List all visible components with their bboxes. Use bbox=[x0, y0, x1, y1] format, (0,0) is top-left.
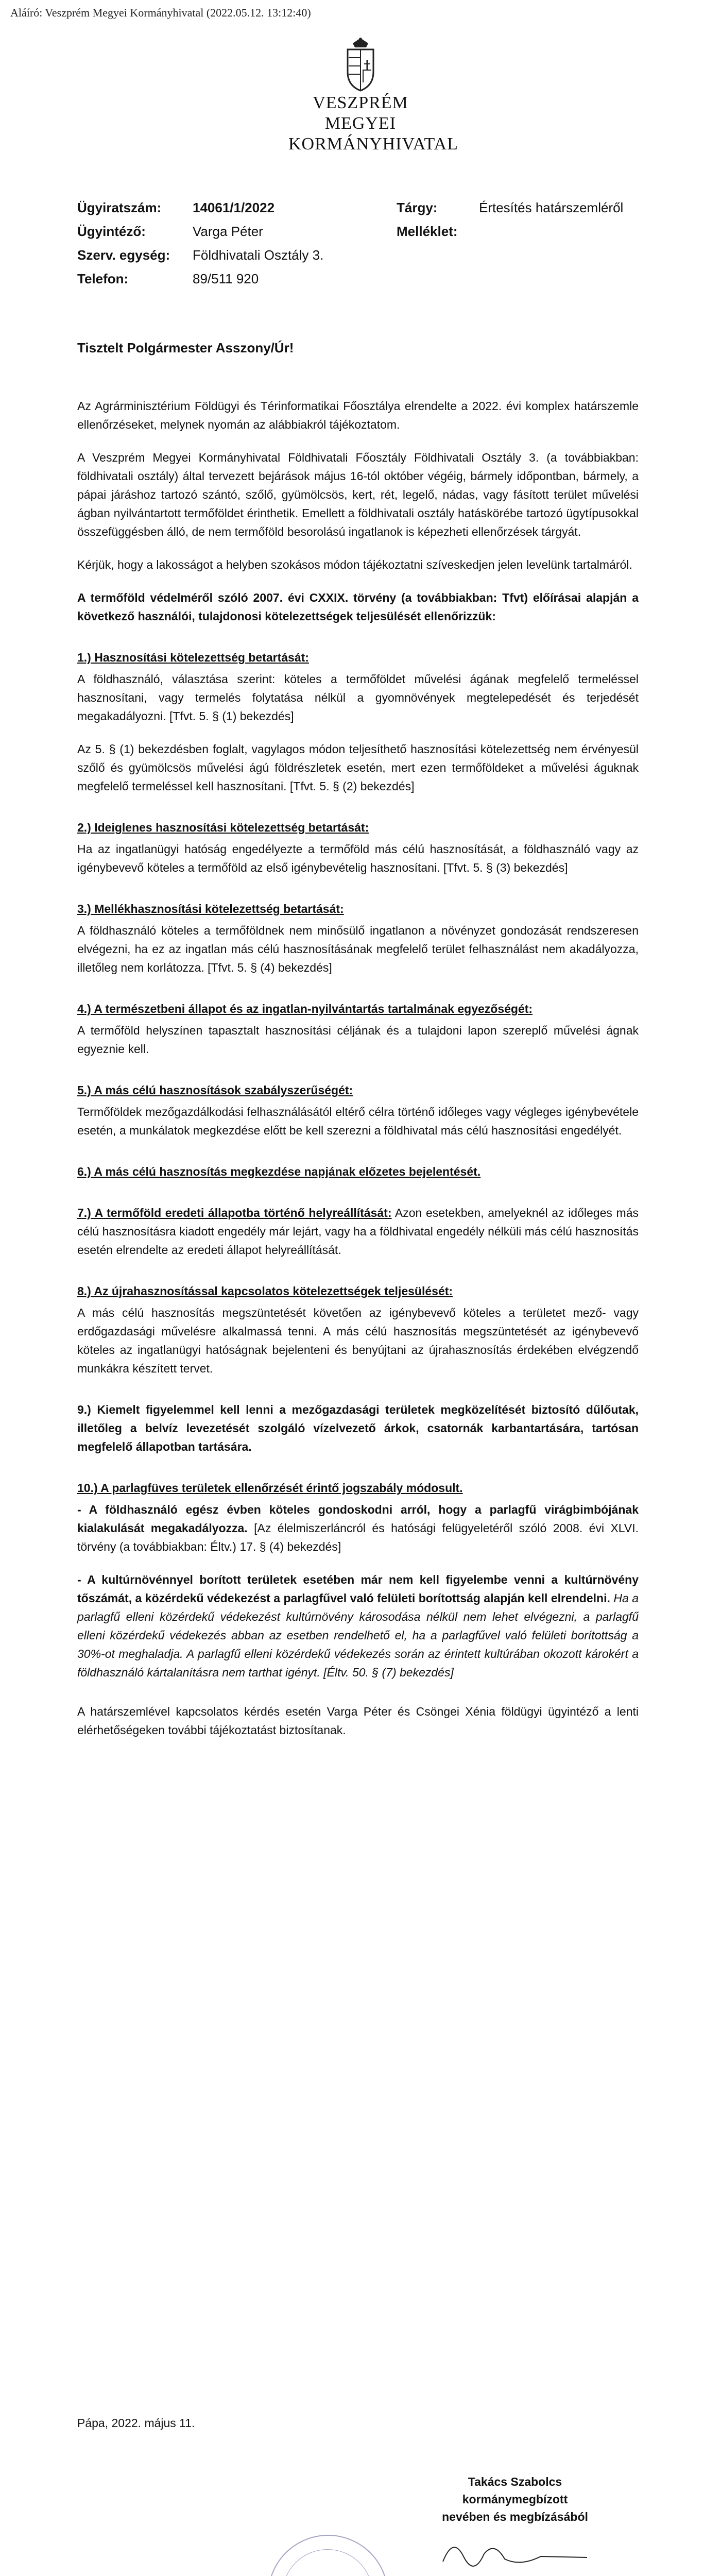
file-number-label: Ügyiratszám: bbox=[77, 200, 162, 215]
section-9: 9.) Kiemelt figyelemmel kell lenni a mezőgazdasági területek megközelítését biztosító dűlőutak, illetőleg a belvíz levezetését szolgáló vízelvezető árkok, csatornák karbantartására, tartósan megfelelő állapotban tartására. bbox=[77, 1403, 639, 1453]
section-2-title: 2.) Ideiglenes hasznosítási kötelezettség betartását: bbox=[77, 821, 369, 834]
signatory-name: Takács Szabolcs bbox=[468, 2475, 562, 2488]
section-5-text: Termőföldek mezőgazdálkodási felhasználásától eltérő célra történő időleges vagy végleges igénybevétele esetén, a munkálatok megkezdése előtt be kell szerezni a földhivatal más célú hasznosítási engedélyét. bbox=[77, 1105, 639, 1137]
section-8-text: A más célú hasznosítás megszüntetését követően az igénybevevő köteles a területet mező- vagy erdőgazdasági művelésre alkalmassá tenni. A más célú hasznosítás megszüntetését az igénybevevő köteles az ingatlanügyi hatóságnak bejelenteni és benyújtani az újrahasznosítás érdekében elvégzendő munkákra készített tervet. bbox=[77, 1306, 639, 1375]
section-7-text: Azon esetekben, amelyeknél az időleges más célú hasznosításra kiadott engedély már lejárt, vagy ha a földhivatal engedély nélküli más célú hasznosítás esetén elrendelte az eredeti állapot helyreállítását. bbox=[77, 1206, 639, 1257]
section-6-title: 6.) A más célú hasznosítás megkezdése napjának előzetes bejelentését. bbox=[77, 1165, 481, 1178]
office-logo bbox=[288, 36, 458, 155]
section-7 bbox=[77, 1204, 639, 1259]
paragraph-request: Kérjük, hogy a lakosságot a helyben szokásos módon tájékoztatni szíveskedjen jelen levelünk tartalmáról. bbox=[77, 558, 632, 571]
section-8-title: 8.) Az újrahasznosítással kapcsolatos kötelezettségek teljesülését: bbox=[77, 1284, 453, 1298]
subject: Értesítés határszemléről bbox=[479, 200, 624, 215]
section-5-title: 5.) A más célú hasznosítások szabályszerűségét: bbox=[77, 1083, 353, 1097]
subject-label: Tárgy: bbox=[397, 200, 438, 215]
section-10-text-1-rest: [Az élelmiszerláncról és hatósági felügyeletéről szóló 2008. évi XLVI. törvény (a továbbiakban: Éltv.) 17. § (4) bekezdés] bbox=[77, 1521, 639, 1553]
section-3-title: 3.) Mellékhasznosítási kötelezettség betartását: bbox=[77, 902, 344, 916]
section-7-title: 7.) A termőföld eredeti állapotba történő helyreállítását: bbox=[77, 1206, 392, 1219]
section-10-text-1 bbox=[77, 1500, 639, 1556]
section-10-text-2 bbox=[77, 1570, 639, 1682]
clerk: Varga Péter bbox=[193, 224, 263, 239]
unit: Földhivatali Osztály 3. bbox=[193, 247, 324, 263]
closing-paragraph: A határszemlével kapcsolatos kérdés esetén Varga Péter és Csöngei Xénia földügyi ügyintéző a lenti elérhetőségeken további tájékoztatást biztosítanak. bbox=[77, 1705, 639, 1737]
paragraph-inspections: A Veszprém Megyei Kormányhivatal Földhivatali Főosztály Földhivatali Osztály 3. (a továbbiakban: földhivatali osztály) által tervezett bejárások május 16-tól október végéig, bármely időpontban, bármely, a pápai járáshoz tartozó szántó, szőlő, gyümölcsös, kert, rét, legelő, nádas, vagy fásított terület művelési ágban nyilvántartott termőföldet érinthetik. Emellett a földhivatali osztály hatáskörébe tartozó ügytípusokkal összefüggésben álló, de nem termőföld besorolású ingatlanok is képezheti ellenőrzések tárgyát. bbox=[77, 451, 639, 538]
letter-body bbox=[77, 397, 639, 1754]
handwritten-signature-icon bbox=[391, 2526, 639, 2576]
signature-block bbox=[391, 2473, 639, 2576]
signatory-behalf: nevében és megbízásából bbox=[442, 2510, 588, 2523]
official-stamp-icon bbox=[268, 2535, 388, 2576]
paragraph-intro: Az Agrárminisztérium Földügyi és Térinformatikai Főosztálya elrendelte a 2022. évi komplex határszemle ellenőrzéseket, melynek nyomán az alábbiakról tájékoztatom. bbox=[77, 399, 639, 431]
section-4-title: 4.) A természetbeni állapot és az ingatlan-nyilvántartás tartalmának egyezőségét: bbox=[77, 1002, 533, 1015]
logo-line-1: VESZPRÉM MEGYEI bbox=[313, 93, 408, 133]
clerk-label: Ügyintéző: bbox=[77, 224, 146, 239]
section-1-title: 1.) Hasznosítási kötelezettség betartását: bbox=[77, 651, 309, 664]
section-10-text-1-bold: - A földhasználó egész évben köteles gondoskodni arról, hogy a parlagfű virágbimbójának kialakulását megakadályozza. bbox=[77, 1503, 639, 1535]
section-2-text: Ha az ingatlanügyi hatóság engedélyezte a termőföld más célú hasznosítását, a földhasználó vagy az igénybevevő köteles a termőföld az első igénybevételig hasznosítani. [Tfvt. 5. § (3) bekezdés] bbox=[77, 842, 639, 874]
section-10-text-2-bold: - A kultúrnövénnyel borított területek esetében már nem kell figyelembe venni a kultúrnövény tőszámát, a közérdekű védekezést a parlagfűvel való felületi borítottság alapján kell elrendelni. bbox=[77, 1573, 639, 1605]
letter-date: Pápa, 2022. május 11. bbox=[77, 2416, 195, 2430]
section-1-text-2: Az 5. § (1) bekezdésben foglalt, vagylagos módon teljesíthető hasznosítási kötelezettség nem érvényesül szőlő és gyümölcsös művelési ágú földrészletek esetén, mert ezen termőföldeket a művelési águknak megfelelő termeléssel kell hasznosítani. [Tfvt. 5. § (2) bekezdés] bbox=[77, 742, 639, 793]
logo-line-2: KORMÁNYHIVATAL bbox=[288, 134, 458, 154]
attachment-label: Melléklet: bbox=[397, 224, 458, 239]
phone: 89/511 920 bbox=[193, 271, 259, 286]
section-10-title: 10.) A parlagfüves területek ellenőrzését érintő jogszabály módosult. bbox=[77, 1481, 463, 1495]
electronic-signer-line: Aláíró: Veszprém Megyei Kormányhivatal (2022.05.12. 13:12:40) bbox=[10, 6, 311, 19]
signatory-role: kormánymegbízott bbox=[462, 2493, 568, 2506]
section-3-text: A földhasználó köteles a termőföldnek nem minősülő ingatlanon a növényzet gondozását rendszeresen elvégezni, ha ez az ingatlan más célú hasznosításának megfelelő terület felhasználást nem akadályozza, illetőleg nem korlátozza. [Tfvt. 5. § (4) bekezdés] bbox=[77, 924, 639, 974]
paragraph-legal-basis: A termőföld védelméről szóló 2007. évi CXXIX. törvény (a továbbiakban: Tfvt) előírásai alapján a következő használói, tulajdonosi kötelezettségek teljesülését ellenőrizzük: bbox=[77, 591, 639, 623]
salutation: Tisztelt Polgármester Asszony/Úr! bbox=[77, 340, 294, 355]
section-4-text: A termőföld helyszínen tapasztalt hasznosítási céljának és a tulajdoni lapon szereplő művelési ágnak egyeznie kell. bbox=[77, 1024, 639, 1056]
file-number: 14061/1/2022 bbox=[193, 200, 275, 215]
phone-label: Telefon: bbox=[77, 271, 129, 286]
unit-label: Szerv. egység: bbox=[77, 247, 170, 263]
section-10-text-2-rest: Ha a parlagfű elleni közérdekű védekezést kultúrnövény károsodása nélkül nem lehet elvégezni, a parlagfű elleni közérdekű védekezés abban az esetben rendelhető el, ha a parlagfűvel való felületi borítottság a 30%-ot meghaladja. A parlagfű elleni közérdekű védekezés során az érintett kultúrában okozott károkért a földhasználó kártalanításra nem tarthat igényt. [Éltv. 50. § (7) bekezdés] bbox=[77, 1591, 639, 1679]
section-1-text-1: A földhasználó, választása szerint: köteles a termőföldet művelési ágának megfelelő termeléssel hasznosítani, vagy termelés folytatása nélkül a gyomnövények megtelepedését és terjedését megakadályozni. [Tfvt. 5. § (1) bekezdés] bbox=[77, 672, 639, 723]
coat-of-arms-icon bbox=[342, 36, 379, 93]
